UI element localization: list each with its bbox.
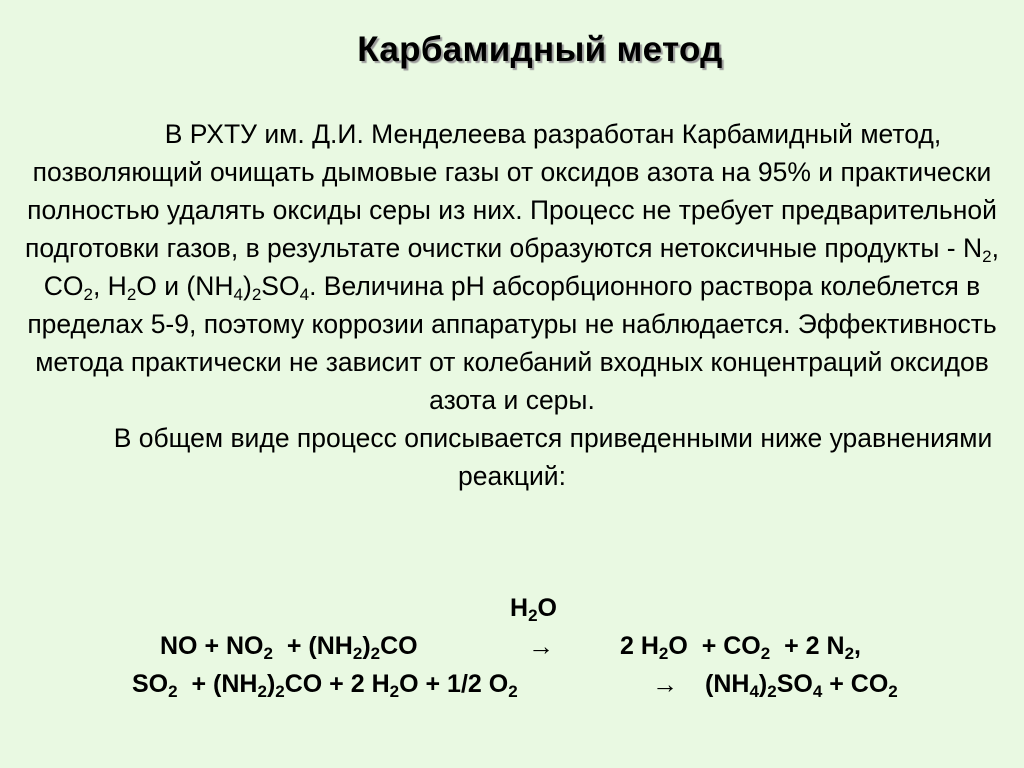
equation-1-products: 2 $H_2O + CO_2 + 2$ $N_2$, [620, 632, 861, 663]
equation-2-products: $(NH_4)_2SO_4 + CO_2$ [705, 670, 898, 701]
arrow-right-icon: → [528, 631, 554, 661]
body-text [10, 115, 1014, 495]
equation-1 [0, 628, 1024, 666]
catalyst-line [0, 590, 1024, 628]
paragraph-intro: В РХТУ им. Д.И. Менделеева разработан Карбамидный метод, позволяющий очищать дымовые газы от оксидов азота на 95% и практически полностью удалять оксиды серы из них. Процесс не требует предварительной подготовки газов, в результате очистки образуются нетоксичные продукты - $N_2$, $CO_2$, $H_2O$ и $(NH_4)_2SO_4$. Величина рН абсорбционного раствора колеблется в пределах 5-9, поэтому коррозии аппаратуры не наблюдается. Эффективность метода практически не зависит от колебаний входных концентраций оксидов азота и серы. [25, 119, 999, 415]
equation-2 [0, 666, 1024, 704]
equation-2-reactants: $SO_2 + (NH_2)_2CO + 2$ $H_2O + 1/2$ $O_2$ [132, 670, 518, 701]
equation-1-reactants: NO + $NO_2 + (NH_2)_2CO$ [160, 632, 418, 663]
equations-block [0, 590, 1024, 704]
paragraph-equations-intro: В общем виде процесс описывается приведенными ниже уравнениями реакций: [113, 423, 993, 491]
slide-title: Карбамидный метод [357, 30, 723, 69]
catalyst-water: $H_2O$ [510, 594, 557, 625]
arrow-right-icon: → [652, 669, 678, 699]
